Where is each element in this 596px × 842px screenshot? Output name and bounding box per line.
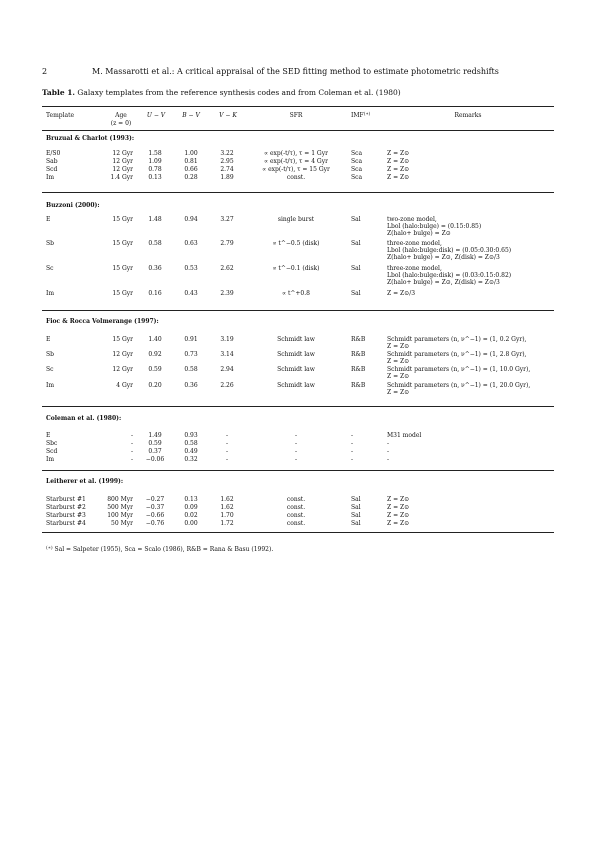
cell-sfr: const.	[286, 496, 306, 503]
column-header-age-sub: (z = 0)	[110, 120, 132, 127]
cell-imf: -	[351, 456, 354, 463]
cell-template: Im	[46, 290, 55, 297]
cell-vk: 2.74	[220, 166, 234, 173]
cell-age: 12 Gyr	[112, 158, 133, 165]
cell-bv: 0.66	[184, 166, 198, 173]
cell-imf: R&B	[351, 382, 366, 389]
cell-uv: 0.78	[148, 166, 162, 173]
cell-imf: -	[351, 448, 354, 455]
cell-remarks-line: three-zone model,	[387, 265, 442, 272]
cell-age: 12 Gyr	[112, 351, 133, 358]
cell-sfr: const.	[286, 504, 306, 511]
column-header-imf-label: IMF	[351, 112, 364, 119]
cell-sfr: const.	[286, 174, 306, 181]
table-top-rule	[42, 106, 554, 107]
section-title: Fioc & Rocca Volmerange (1997):	[46, 318, 159, 325]
cell-age: 15 Gyr	[112, 240, 133, 247]
cell-imf: Sal	[351, 240, 361, 247]
cell-bv: 0.00	[184, 520, 198, 527]
cell-imf: Sal	[351, 504, 361, 511]
running-header	[42, 67, 562, 79]
cell-imf: R&B	[351, 336, 366, 343]
cell-sfr: Schmidt law	[277, 382, 315, 389]
cell-imf: -	[351, 432, 354, 439]
column-header-imf	[351, 112, 370, 119]
cell-remarks-line: Schmidt parameters (n, ν^−1) = (1, 0.2 Gyr),	[387, 336, 527, 343]
cell-sfr: const.	[286, 512, 306, 519]
cell-sfr: -	[294, 440, 298, 447]
section-divider	[42, 192, 554, 193]
cell-remarks-line: Z = Z⊙	[387, 496, 410, 503]
cell-bv: 0.73	[184, 351, 198, 358]
cell-bv: 0.53	[184, 265, 198, 272]
cell-remarks-line: Schmidt parameters (n, ν^−1) = (1, 10.0 Gyr),	[387, 366, 531, 373]
cell-template: Sb	[46, 240, 54, 247]
cell-age: -	[130, 440, 133, 447]
cell-uv: −0.37	[145, 504, 165, 511]
header-rule	[42, 130, 554, 131]
cell-sfr: -	[294, 432, 298, 439]
cell-age: 15 Gyr	[112, 265, 133, 272]
cell-sfr: ∝ t^+0.8	[282, 290, 310, 297]
cell-uv: 0.59	[148, 366, 162, 373]
cell-vk: -	[225, 456, 229, 463]
cell-template: Im	[46, 174, 55, 181]
cell-vk: -	[225, 432, 229, 439]
cell-remarks-line: Lbol (halo:bulge:disk) = (0.05:0.30:0.65)	[387, 247, 512, 255]
table-caption-text: Galaxy templates from the reference synthesis codes and from Coleman et al. (1980)	[77, 88, 401, 97]
cell-remarks-line: Z = Z⊙	[387, 520, 410, 527]
cell-template: E	[46, 336, 51, 343]
cell-vk: -	[225, 448, 229, 455]
cell-sfr: Schmidt law	[277, 336, 315, 343]
cell-bv: 0.58	[184, 366, 198, 373]
cell-sfr: Schmidt law	[277, 366, 315, 373]
cell-remarks-line: two-zone model,	[387, 216, 437, 223]
cell-imf: Sal	[351, 512, 361, 519]
cell-sfr: Schmidt law	[277, 351, 315, 358]
cell-uv: 0.58	[148, 240, 162, 247]
cell-bv: 0.93	[184, 432, 198, 439]
cell-imf: Sal	[351, 216, 361, 223]
cell-remarks-line: -	[387, 440, 390, 447]
section-title: Leitherer et al. (1999):	[46, 478, 124, 485]
cell-template: Sc	[46, 265, 54, 272]
cell-age: 12 Gyr	[112, 366, 133, 373]
cell-age: 15 Gyr	[112, 290, 133, 297]
cell-vk: 3.19	[220, 336, 234, 343]
cell-imf: Sal	[351, 520, 361, 527]
cell-template: Im	[46, 382, 55, 389]
cell-remarks-line: Z(halo+ bulge) = Z⊙, Z(disk) = Z⊙/3	[387, 279, 500, 287]
cell-vk: -	[225, 440, 229, 447]
cell-vk: 1.72	[220, 520, 234, 527]
cell-age: 1.4 Gyr	[110, 174, 133, 181]
cell-uv: 1.48	[148, 216, 162, 223]
cell-vk: 3.14	[220, 351, 234, 358]
section-divider	[42, 470, 554, 471]
cell-vk: 3.27	[220, 216, 234, 223]
cell-uv: 0.16	[148, 290, 162, 297]
cell-remarks-line: Schmidt parameters (n, ν^−1) = (1, 20.0 Gyr),	[387, 382, 531, 389]
cell-uv: 1.58	[148, 150, 162, 157]
footnote-text: Sal = Salpeter (1955), Sca = Scalo (1986), R&B = Rana & Basu (1992).	[54, 546, 274, 553]
cell-bv: 1.00	[184, 150, 198, 157]
column-header-template: Template	[46, 112, 75, 119]
cell-template: Scd	[46, 448, 58, 455]
cell-imf: Sca	[351, 150, 363, 157]
cell-imf: -	[351, 440, 354, 447]
cell-template: Starburst #4	[46, 520, 86, 527]
cell-remarks-line: Z = Z⊙	[387, 343, 410, 351]
cell-remarks-line: Schmidt parameters (n, ν^−1) = (1, 2.8 Gyr),	[387, 351, 527, 358]
cell-sfr: -	[294, 456, 298, 463]
cell-remarks-line: Z = Z⊙	[387, 158, 410, 165]
cell-bv: 0.09	[184, 504, 198, 511]
cell-template: Sb	[46, 351, 54, 358]
cell-vk: 2.26	[220, 382, 234, 389]
cell-bv: 0.49	[184, 448, 198, 455]
page-number: 2	[42, 67, 48, 76]
cell-bv: 0.43	[184, 290, 198, 297]
section-divider	[42, 532, 554, 533]
cell-template: E/S0	[46, 150, 61, 157]
cell-bv: 0.28	[184, 174, 198, 181]
cell-vk: 3.22	[220, 150, 234, 157]
cell-vk: 1.89	[220, 174, 234, 181]
column-header-imf-mark: (∗)	[363, 112, 371, 117]
cell-sfr: ∝ exp(-t/τ), τ = 1 Gyr	[264, 150, 328, 157]
cell-template: E	[46, 216, 51, 223]
footnote-mark: (∗)	[46, 546, 53, 551]
section-title: Bruzual & Charlot (1993):	[46, 135, 135, 142]
section-title: Buzzoni (2000):	[46, 202, 100, 209]
cell-age: 12 Gyr	[112, 150, 133, 157]
section-divider	[42, 406, 554, 407]
cell-uv: 0.37	[148, 448, 162, 455]
cell-age: 800 Myr	[107, 496, 133, 503]
cell-bv: 0.13	[184, 496, 198, 503]
cell-sfr: single burst	[277, 216, 315, 223]
cell-sfr: ∝ t^−0.1 (disk)	[272, 265, 320, 272]
table-caption	[42, 88, 562, 97]
cell-template: Starburst #3	[46, 512, 86, 519]
cell-imf: R&B	[351, 351, 366, 358]
cell-bv: 0.81	[184, 158, 198, 165]
cell-sfr: ∝ exp(-t/τ), τ = 4 Gyr	[264, 158, 328, 165]
cell-vk: 2.62	[220, 265, 234, 272]
cell-age: -	[130, 456, 133, 463]
cell-template: Sbc	[46, 440, 58, 447]
cell-remarks-line: -	[387, 448, 390, 455]
cell-remarks-line: Z = Z⊙	[387, 150, 410, 157]
cell-sfr: ∝ t^−0.5 (disk)	[272, 240, 320, 247]
cell-vk: 2.39	[220, 290, 234, 297]
cell-remarks-line: Z(halo+ bulge) = Z⊙, Z(disk) = Z⊙/3	[387, 254, 500, 262]
cell-template: Starburst #1	[46, 496, 86, 503]
cell-imf: Sal	[351, 496, 361, 503]
cell-uv: −0.76	[145, 520, 165, 527]
cell-imf: Sca	[351, 174, 363, 181]
cell-template: Scd	[46, 166, 58, 173]
cell-remarks-line: Z = Z⊙	[387, 373, 410, 381]
cell-template: Im	[46, 456, 55, 463]
cell-uv: −0.66	[145, 512, 165, 519]
cell-template: E	[46, 432, 51, 439]
table-label: Table 1.	[42, 88, 76, 97]
cell-imf: Sca	[351, 158, 363, 165]
cell-uv: 0.92	[148, 351, 162, 358]
cell-vk: 2.95	[220, 158, 234, 165]
cell-remarks-line: -	[387, 456, 390, 463]
cell-imf: Sal	[351, 265, 361, 272]
column-header-u-v: U − V	[146, 112, 166, 119]
cell-bv: 0.36	[184, 382, 198, 389]
cell-bv: 0.94	[184, 216, 198, 223]
cell-vk: 1.62	[220, 504, 234, 511]
cell-remarks-line: Z = Z⊙	[387, 166, 410, 173]
cell-remarks-line: Z = Z⊙	[387, 512, 410, 519]
cell-age: 15 Gyr	[112, 216, 133, 223]
cell-age: 15 Gyr	[112, 336, 133, 343]
cell-age: 12 Gyr	[112, 166, 133, 173]
section-title: Coleman et al. (1980):	[46, 415, 122, 422]
cell-remarks-line: Z = Z⊙	[387, 174, 410, 181]
column-header-remarks: Remarks	[454, 112, 482, 119]
cell-uv: 0.13	[148, 174, 162, 181]
cell-bv: 0.91	[184, 336, 198, 343]
column-header-v-k: V − K	[219, 112, 237, 119]
cell-remarks-line: M31 model	[387, 432, 422, 439]
column-header-age: Age	[115, 112, 127, 119]
cell-sfr: -	[294, 448, 298, 455]
cell-age: -	[130, 448, 133, 455]
cell-remarks-line: Lbol (halo:bulge) = (0.15:0.85)	[387, 223, 482, 231]
section-divider	[42, 310, 554, 311]
cell-uv: −0.27	[145, 496, 165, 503]
cell-template: Starburst #2	[46, 504, 86, 511]
cell-age: 4 Gyr	[116, 382, 133, 389]
cell-age: -	[130, 432, 133, 439]
cell-bv: 0.63	[184, 240, 198, 247]
cell-remarks-line: Z = Z⊙/3	[387, 290, 416, 297]
running-title: M. Massarotti et al.: A critical appraisal of the SED fitting method to estimate photometric redshifts	[92, 67, 499, 76]
cell-remarks-line: Z = Z⊙	[387, 504, 410, 511]
column-header-b-v: B − V	[182, 112, 200, 119]
cell-age: 500 Myr	[107, 504, 133, 511]
cell-template: Sab	[46, 158, 58, 165]
cell-imf: Sca	[351, 166, 363, 173]
cell-age: 50 Myr	[111, 520, 133, 527]
cell-uv: 1.49	[148, 432, 162, 439]
cell-bv: 0.32	[184, 456, 198, 463]
column-header-sfr: SFR	[289, 112, 303, 119]
cell-sfr: const.	[286, 520, 306, 527]
cell-remarks-line: Z = Z⊙	[387, 389, 410, 397]
cell-vk: 1.62	[220, 496, 234, 503]
cell-uv: 0.20	[148, 382, 162, 389]
cell-remarks-line: Z = Z⊙	[387, 358, 410, 366]
cell-remarks-line: Lbol (halo:bulge:disk) = (0.03:0.15:0.82)	[387, 272, 512, 280]
cell-remarks-line: Z(halo+ bulge) = Z⊙	[387, 230, 451, 238]
cell-vk: 1.70	[220, 512, 234, 519]
cell-imf: R&B	[351, 366, 366, 373]
cell-bv: 0.02	[184, 512, 198, 519]
cell-uv: 0.59	[148, 440, 162, 447]
cell-uv: 1.09	[148, 158, 162, 165]
cell-bv: 0.58	[184, 440, 198, 447]
cell-imf: Sal	[351, 290, 361, 297]
cell-remarks-line: three-zone model,	[387, 240, 442, 247]
cell-uv: −0.06	[145, 456, 165, 463]
table-footnote	[46, 546, 273, 553]
cell-sfr: ∝ exp(-t/τ), τ = 15 Gyr	[262, 166, 330, 173]
cell-template: Sc	[46, 366, 54, 373]
cell-vk: 2.94	[220, 366, 234, 373]
cell-uv: 1.40	[148, 336, 162, 343]
cell-uv: 0.36	[148, 265, 162, 272]
cell-vk: 2.79	[220, 240, 234, 247]
cell-age: 100 Myr	[107, 512, 133, 519]
